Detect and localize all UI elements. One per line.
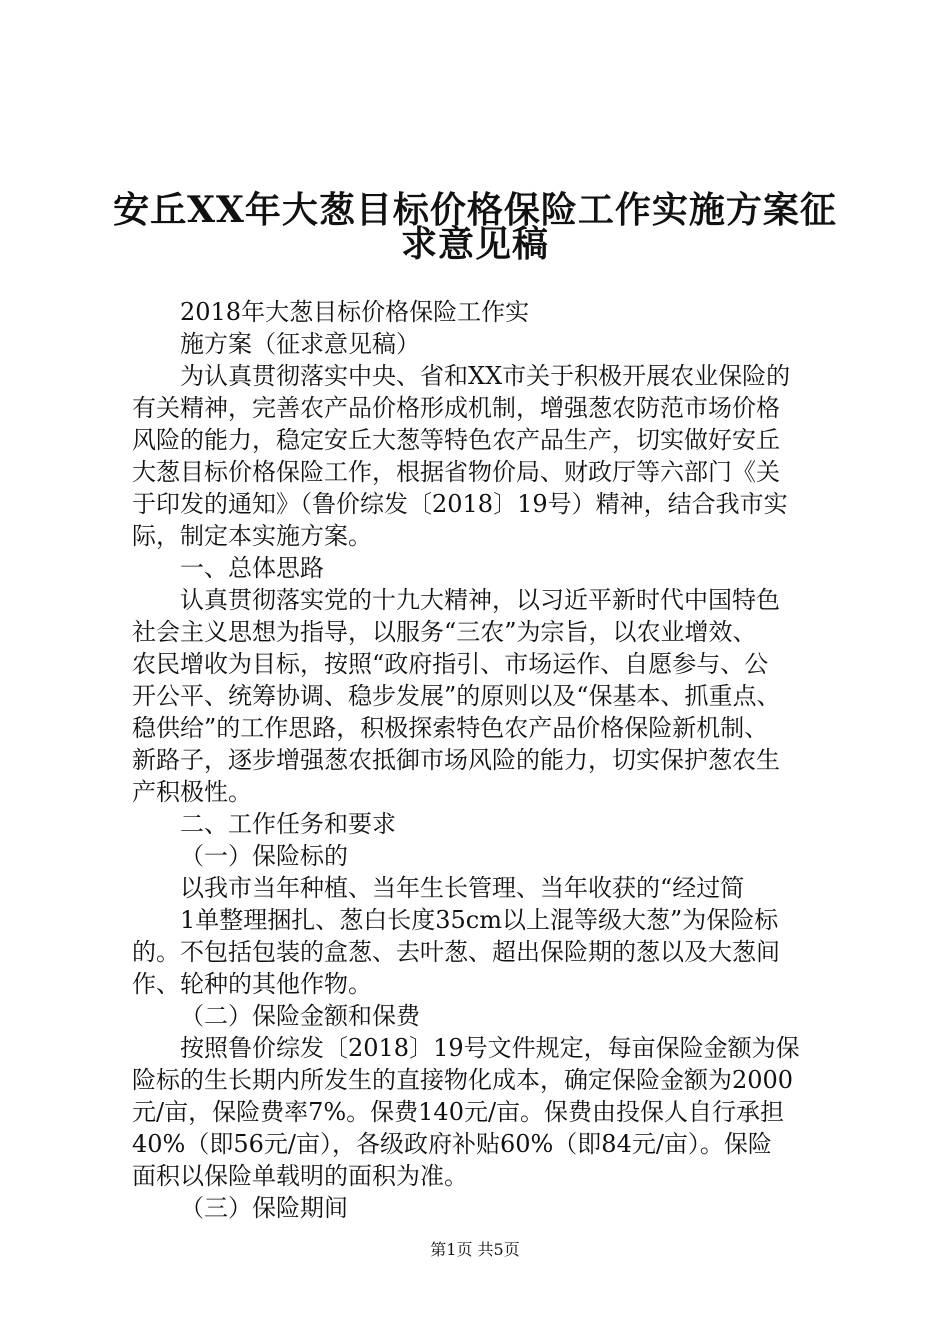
body-line: 新路子，逐步增强葱农抵御市场风险的能力，切实保护葱农生 [132,746,780,774]
body-line: 按照鲁价综发〔2018〕19号文件规定，每亩保险金额为保 [180,1034,800,1062]
body-line: 农民增收为目标，按照“政府指引、市场运作、自愿参与、公 [132,650,769,678]
body-line: 施方案（征求意见稿） [180,330,420,358]
body-line: 1单整理捆扎、葱白长度35cm以上混等级大葱”为保险标 [180,906,779,934]
body-line: 面积以保险单载明的面积为准。 [132,1162,468,1190]
body-line: 为认真贯彻落实中央、省和XX市关于积极开展农业保险的 [180,362,791,390]
section-heading: 二、工作任务和要求 [180,810,396,838]
page-footer: 第1页 共5页 [430,1240,520,1259]
body-line: 40%（即56元/亩），各级政府补贴60%（即84元/亩）。保险 [132,1130,772,1158]
body-line: 际，制定本实施方案。 [132,522,372,550]
section-heading: 一、总体思路 [180,554,324,582]
document-title-line-1: 安丘XX年大葱目标价格保险工作实施方案征 [113,189,837,231]
body-line: 的。不包括包装的盒葱、去叶葱、超出保险期的葱以及大葱间 [132,938,780,966]
body-line: 大葱目标价格保险工作，根据省物价局、财政厅等六部门《关 [132,458,780,486]
body-line: 开公平、统筹协调、稳步发展”的原则以及“保基本、抓重点、 [132,682,781,710]
document-body [132,296,852,1224]
body-line: 有关精神，完善农产品价格形成机制，增强葱农防范市场价格 [132,394,780,422]
body-line: 险标的生长期内所发生的直接物化成本，确定保险金额为2000 [132,1066,794,1094]
body-line: 以我市当年种植、当年生长管理、当年收获的“经过简 [180,874,745,902]
subsection-heading: （二）保险金额和保费 [180,1002,420,1030]
subsection-heading: （一）保险标的 [180,842,348,870]
body-line: 风险的能力，稳定安丘大葱等特色农产品生产，切实做好安丘 [132,426,780,454]
body-line: 作、轮种的其他作物。 [132,970,372,998]
document-title-line-2: 求意见稿 [400,223,549,265]
body-line: 稳供给”的工作思路，积极探索特色农产品价格保险新机制、 [132,714,769,742]
body-line: 于印发的通知》（鲁价综发〔2018〕19号）精神，结合我市实 [132,490,788,518]
body-line: 产积极性。 [132,778,252,806]
body-line: 社会主义思想为指导，以服务“三农”为宗旨，以农业增效、 [132,618,757,646]
body-line: 元/亩，保险费率7%。保费140元/亩。保费由投保人自行承担 [132,1098,785,1126]
body-line: 2018年大葱目标价格保险工作实 [180,298,530,326]
body-line: 认真贯彻落实党的十九大精神，以习近平新时代中国特色 [180,586,780,614]
subsection-heading: （三）保险期间 [180,1194,348,1222]
